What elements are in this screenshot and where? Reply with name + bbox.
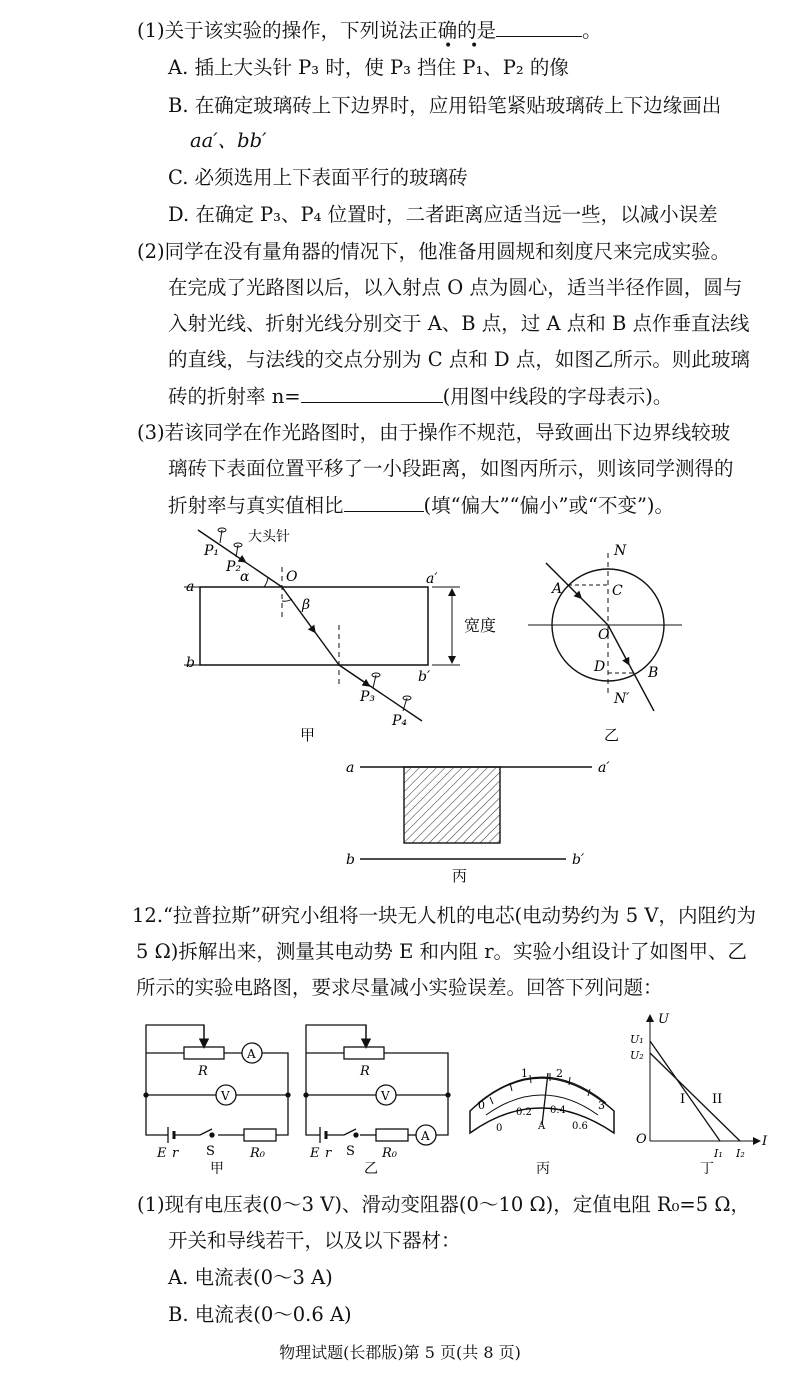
label-ammeter: A [247, 1047, 256, 1061]
dial-bottom-tick: 0.4 [550, 1105, 566, 1116]
emphasis-dots: • • [444, 38, 479, 54]
circuit-yi-labels [309, 1064, 430, 1177]
label-i1: I₁ [714, 1147, 723, 1160]
label-p3: P₃ [360, 689, 376, 705]
label-r: R [198, 1064, 208, 1079]
label-a: a [186, 579, 195, 595]
q11-part3-line3-end: (填“偏大”“偏小”或“不变”)。 [423, 494, 675, 517]
label-r: R [360, 1064, 370, 1079]
label-switch: S [206, 1144, 215, 1159]
ui-graph [630, 1012, 768, 1177]
q12-part1-line1: (1)现有电压表(0～3 V)、滑动变阻器(0～10 Ω)，定值电阻 R₀=5 Ω， [137, 1193, 751, 1216]
rheostat-r [184, 1047, 224, 1059]
label-pin: 大头针 [248, 529, 290, 545]
label-d: D [594, 659, 606, 675]
q11-part2-line5-text: 砖的折射率 n= [168, 385, 301, 408]
caption-meter: 丙 [536, 1161, 550, 1177]
label-r0: R₀ [250, 1146, 265, 1161]
label-internal-r: r [325, 1146, 332, 1161]
dial-bottom-tick: 0.6 [572, 1121, 588, 1132]
caption-jia: 甲 [300, 726, 316, 744]
label-o: O [636, 1132, 647, 1147]
dial-bottom-tick: 0 [496, 1123, 503, 1134]
caption-graph: 丁 [700, 1161, 714, 1177]
q11-part2-line5 [168, 384, 672, 409]
dial-bottom-tick: 0.2 [516, 1107, 532, 1118]
figure-bing [346, 760, 610, 885]
glass-brick [200, 587, 428, 665]
q11-option-d: D. 在确定 P₃、P₄ 位置时，二者距离应适当远一些，以减小误差 [168, 203, 718, 226]
label-beta: β [302, 597, 311, 613]
label-b: B [648, 665, 659, 681]
label-u: U [658, 1012, 669, 1027]
caption-circuit-jia: 甲 [210, 1161, 224, 1177]
label-b: b [346, 852, 355, 868]
q11-part3-line2: 璃砖下表面位置平移了一小段距离，如图丙所示，则该同学测得的 [168, 457, 734, 480]
label-p1: P₁ [204, 543, 220, 559]
label-e: E [310, 1146, 320, 1161]
label-a: A [552, 581, 563, 597]
q11-option-a: A. 插上大头针 P₃ 时，使 P₃ 挡住 P₁、P₂ 的像 [168, 56, 569, 79]
label-n-prime: N′ [614, 691, 630, 707]
q11-part1 [137, 18, 602, 43]
pin-icon [218, 528, 411, 711]
q11-part2-line4: 的直线，与法线的交点分别为 C 点和 D 点，如图乙所示。则此玻璃 [168, 348, 750, 371]
q11-part1-end: 。 [582, 19, 602, 42]
graph-line-ii [650, 1053, 740, 1141]
label-e: E [157, 1146, 167, 1161]
q12-line3: 所示的实验电路图，要求尽量减小实验误差。回答下列问题： [136, 976, 663, 999]
label-o: O [598, 627, 610, 643]
figure-yi [528, 543, 682, 744]
q12-part1-line2: 开关和导线若干，以及以下器材： [168, 1229, 461, 1252]
answer-blank[interactable] [344, 493, 424, 512]
dial-unit: A [538, 1121, 546, 1132]
label-alpha: α [240, 569, 250, 585]
q12-line1: 12.“拉普拉斯”研究小组将一块无人机的电芯(电动势约为 5 V，内阻约为 [132, 904, 756, 927]
figures-q11 [0, 525, 800, 885]
caption-yi: 乙 [604, 726, 620, 744]
label-i2: I₂ [736, 1147, 745, 1160]
q11-part2-line5-end: (用图中线段的字母表示)。 [442, 385, 673, 408]
caption-circuit-yi: 乙 [364, 1161, 378, 1177]
label-o: O [286, 569, 298, 585]
q11-part2-line2: 在完成了光路图以后，以入射点 O 点为圆心，适当半径作圆，圆与 [168, 276, 743, 299]
q12-option-b: B. 电流表(0～0.6 A) [168, 1303, 352, 1326]
label-ammeter: A [421, 1129, 430, 1143]
label-voltmeter: V [381, 1089, 390, 1103]
label-a-prime: a′ [426, 571, 438, 587]
label-p4: P₄ [392, 713, 408, 729]
caption-bing: 丙 [452, 867, 468, 885]
circuit-yi [304, 1025, 450, 1145]
circuit-jia-labels [156, 1047, 266, 1177]
label-n: N [614, 543, 627, 559]
q12-option-a: A. 电流表(0～3 A) [168, 1266, 333, 1289]
rheostat-r [344, 1047, 384, 1059]
q11-option-b-cont: aa′、bb′ [190, 129, 267, 152]
label-i: I [762, 1134, 768, 1149]
label-width: 宽度 [464, 616, 497, 635]
label-u2: U₂ [630, 1049, 644, 1062]
dial-top-tick: 1 [521, 1067, 528, 1080]
figure-jia [184, 528, 496, 744]
label-line-i: I [680, 1092, 686, 1107]
circuit-jia [144, 1025, 290, 1143]
q11-option-b: B. 在确定玻璃砖上下边界时，应用铅笔紧贴玻璃砖上下边缘画出 [168, 94, 722, 117]
label-voltmeter: V [221, 1089, 230, 1103]
q11-part3-line3 [168, 493, 674, 518]
q12-line2: 5 Ω)拆解出来，测量其电动势 E 和内阻 r。实验小组设计了如图甲、乙 [136, 940, 748, 963]
label-p2: P₂ [226, 559, 242, 575]
label-a-prime: a′ [598, 760, 610, 776]
figures-q12 [0, 1005, 800, 1185]
resistor-r0 [376, 1129, 408, 1141]
q11-part3-line1: (3)若该同学在作光路图时，由于操作不规范，导致画出下边界线较玻 [137, 421, 731, 444]
dial-top-tick: 3 [598, 1099, 605, 1112]
label-r0: R₀ [382, 1146, 397, 1161]
label-switch: S [346, 1144, 355, 1159]
q11-part3-line3-text: 折射率与真实值相比 [168, 494, 344, 517]
q11-part2-line3: 入射光线、折射光线分别交于 A、B 点，过 A 点和 B 点作垂直法线 [168, 312, 750, 335]
label-b-prime: b′ [418, 669, 431, 685]
page-footer: 物理试题(长郡版)第 5 页(共 8 页) [279, 1343, 521, 1362]
dial-top-tick: 0 [478, 1099, 485, 1112]
answer-blank[interactable] [496, 18, 582, 37]
glass-brick-hatched [404, 767, 500, 843]
label-internal-r: r [172, 1146, 179, 1161]
label-b-prime: b′ [572, 852, 585, 868]
q11-option-c: C. 必须选用上下表面平行的玻璃砖 [168, 166, 468, 189]
graph-line-i [650, 1041, 723, 1141]
resistor-r0 [244, 1129, 276, 1141]
q11-part2-line1: (2)同学在没有量角器的情况下，他准备用圆规和刻度尺来完成实验。 [137, 240, 731, 263]
label-b: b [186, 655, 195, 671]
answer-blank[interactable] [301, 384, 443, 403]
label-u1: U₁ [630, 1033, 644, 1046]
label-a: a [346, 760, 355, 776]
q11-part1-text: (1)关于该实验的操作，下列说法正确的是 [137, 19, 497, 42]
dial-top-tick: 2 [556, 1067, 563, 1080]
label-line-ii: II [712, 1092, 723, 1107]
ammeter-dial [470, 1067, 614, 1177]
label-c: C [612, 583, 623, 599]
